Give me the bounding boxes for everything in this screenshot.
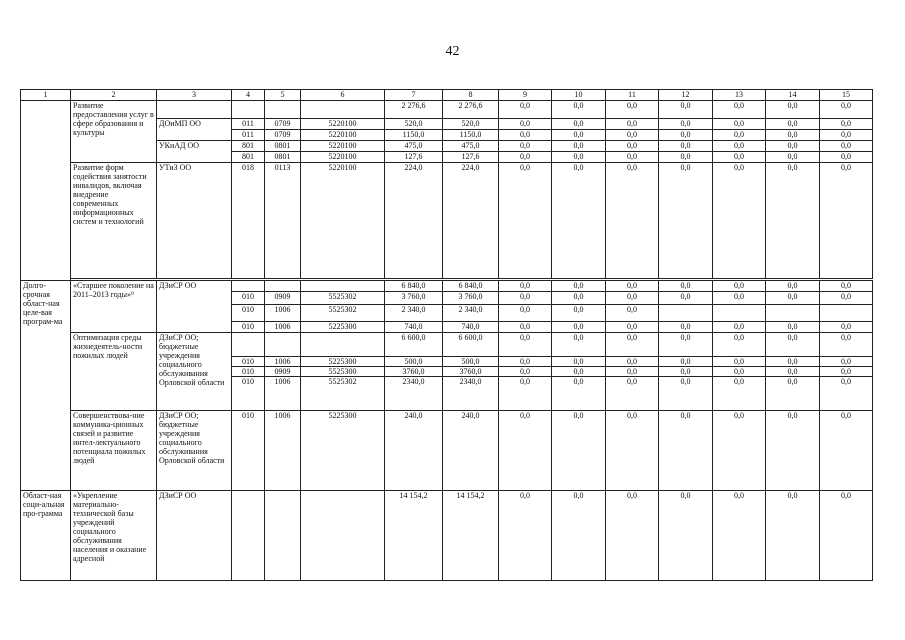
cell-total: 6 600,0: [385, 333, 443, 357]
cell-zero: 0,0: [820, 152, 873, 163]
cell-zero: 0,0: [499, 141, 552, 152]
cell-zero: 0,0: [659, 411, 713, 491]
cell-zero: 0,0: [820, 322, 873, 333]
cell-zero: 0,0: [499, 119, 552, 130]
cell-zero: 0,0: [713, 163, 766, 279]
cell-value: 14 154,2: [443, 491, 499, 581]
cell-zero: 0,0: [552, 141, 606, 152]
cell-value: 224,0: [385, 163, 443, 279]
cell-zero: 0,0: [552, 367, 606, 377]
cell-zero: 0,0: [820, 377, 873, 411]
table-row: [21, 101, 873, 119]
cell-zero: 0,0: [606, 305, 659, 322]
cell-value: 520,0: [443, 119, 499, 130]
cell-value: 240,0: [443, 411, 499, 491]
cell-zero: 0,0: [552, 411, 606, 491]
cell-code: 5225300: [301, 357, 385, 367]
cell-code: 801: [232, 152, 265, 163]
cell-code: 010: [232, 411, 265, 491]
col-header: 12: [659, 90, 713, 101]
cell-zero: 0,0: [766, 119, 820, 130]
cell-zero: 0,0: [766, 281, 820, 292]
cell-empty: [713, 305, 766, 322]
cell-zero: 0,0: [713, 357, 766, 367]
cell-code: 801: [232, 141, 265, 152]
cell-code: 1006: [265, 411, 301, 491]
cell-zero: 0,0: [820, 292, 873, 305]
col-header: 1: [21, 90, 71, 101]
col-header: 15: [820, 90, 873, 101]
cell-code: 5525302: [301, 377, 385, 411]
cell-value: 3 760,0: [443, 292, 499, 305]
cell-empty: [301, 333, 385, 357]
cell-empty: [157, 101, 232, 119]
cell-zero: 0,0: [606, 292, 659, 305]
cell-zero: 0,0: [820, 333, 873, 357]
cell-total: 6 600,0: [443, 333, 499, 357]
org-cell: УТиЗ ОО: [157, 163, 232, 279]
cell-zero: 0,0: [766, 333, 820, 357]
cell-zero: 0,0: [606, 141, 659, 152]
cell-code: 1006: [265, 357, 301, 367]
cell-zero: 0,0: [499, 101, 552, 119]
cell-zero: 0,0: [820, 367, 873, 377]
cell-empty: [301, 281, 385, 292]
cell-zero: 0,0: [820, 357, 873, 367]
cell-empty: [232, 101, 265, 119]
cell-value: 2340,0: [385, 377, 443, 411]
cell-zero: 0,0: [659, 357, 713, 367]
cell-zero: 0,0: [499, 411, 552, 491]
col-header: 10: [552, 90, 606, 101]
cell-value: 3760,0: [385, 367, 443, 377]
cell-empty: [766, 305, 820, 322]
cell-total: 6 840,0: [443, 281, 499, 292]
cell-value: 2340,0: [443, 377, 499, 411]
cell-code: 0909: [265, 367, 301, 377]
cell-zero: 0,0: [499, 152, 552, 163]
cell-code: 010: [232, 305, 265, 322]
cell-zero: 0,0: [713, 119, 766, 130]
cell-empty: [232, 281, 265, 292]
cell-zero: 0,0: [659, 152, 713, 163]
measure-name: «Укрепление материально-технической базы учреждений социального обслуживания населения и оказание адресной: [71, 491, 157, 581]
cell-empty: [265, 491, 301, 581]
cell-zero: 0,0: [766, 377, 820, 411]
cell-zero: 0,0: [552, 152, 606, 163]
cell-zero: 0,0: [552, 163, 606, 279]
cell-value: 3760,0: [443, 367, 499, 377]
cell-code: 0709: [265, 119, 301, 130]
col-header: 7: [385, 90, 443, 101]
col-header: 6: [301, 90, 385, 101]
cell-code: 011: [232, 119, 265, 130]
cell-code: 0709: [265, 130, 301, 141]
cell-zero: 0,0: [552, 333, 606, 357]
cell-zero: 0,0: [820, 163, 873, 279]
cell-zero: 0,0: [713, 101, 766, 119]
cell-zero: 0,0: [820, 491, 873, 581]
cell-zero: 0,0: [713, 152, 766, 163]
col-header: 3: [157, 90, 232, 101]
cell-zero: 0,0: [606, 101, 659, 119]
cell-empty: [265, 281, 301, 292]
cell-code: 1006: [265, 305, 301, 322]
cell-code: 010: [232, 377, 265, 411]
cell-empty: [232, 491, 265, 581]
cell-code: 5220100: [301, 119, 385, 130]
cell-zero: 0,0: [713, 281, 766, 292]
cell-zero: 0,0: [820, 141, 873, 152]
cell-zero: 0,0: [820, 101, 873, 119]
cell-zero: 0,0: [820, 411, 873, 491]
cell-zero: 0,0: [499, 130, 552, 141]
measure-name: Оптимизация среды жизнедеятель-ности пожилых людей: [71, 333, 157, 411]
cell-zero: 0,0: [766, 130, 820, 141]
cell-zero: 0,0: [659, 141, 713, 152]
cell-empty: [265, 101, 301, 119]
cell-zero: 0,0: [606, 333, 659, 357]
cell-zero: 0,0: [766, 322, 820, 333]
cell-zero: 0,0: [659, 333, 713, 357]
cell-zero: 0,0: [766, 292, 820, 305]
page-number: 42: [445, 44, 460, 59]
cell-zero: 0,0: [552, 281, 606, 292]
cell-code: 010: [232, 322, 265, 333]
cell-zero: 0,0: [713, 292, 766, 305]
cell-total: 6 840,0: [385, 281, 443, 292]
cell-code: 018: [232, 163, 265, 279]
cell-code: 5220100: [301, 152, 385, 163]
col-header: 9: [499, 90, 552, 101]
cell-zero: 0,0: [552, 305, 606, 322]
cell-value: 475,0: [385, 141, 443, 152]
cell-zero: 0,0: [659, 130, 713, 141]
org-cell: ДЗиСР ОО: [157, 281, 232, 333]
cell-zero: 0,0: [766, 152, 820, 163]
cell-value: 740,0: [443, 322, 499, 333]
cell-empty: [659, 305, 713, 322]
cell-zero: 0,0: [606, 322, 659, 333]
cell-zero: 0,0: [552, 292, 606, 305]
cell-code: 5225300: [301, 322, 385, 333]
cell-zero: 0,0: [659, 119, 713, 130]
cell-zero: 0,0: [552, 130, 606, 141]
org-cell: ДЗиСР ОО: [157, 491, 232, 581]
cell-zero: 0,0: [766, 491, 820, 581]
cell-zero: 0,0: [606, 119, 659, 130]
cell-zero: 0,0: [552, 322, 606, 333]
cell-code: 0113: [265, 163, 301, 279]
cell-zero: 0,0: [659, 377, 713, 411]
measure-name: Развитие предоставления услуг в сфере образования и культуры: [71, 101, 157, 163]
cell-value: 740,0: [385, 322, 443, 333]
cell-code: 010: [232, 292, 265, 305]
col-header: 11: [606, 90, 659, 101]
cell-code: 0909: [265, 292, 301, 305]
cell-zero: 0,0: [606, 377, 659, 411]
cell-zero: 0,0: [659, 322, 713, 333]
cell-zero: 0,0: [499, 333, 552, 357]
cell-empty: [301, 101, 385, 119]
cell-zero: 0,0: [552, 377, 606, 411]
cell-zero: 0,0: [766, 357, 820, 367]
cell-zero: 0,0: [659, 281, 713, 292]
table-row: [21, 163, 873, 279]
cell-zero: 0,0: [766, 141, 820, 152]
program-label: Област-ная соци-альная про-грамма: [21, 491, 71, 581]
cell-zero: 0,0: [659, 292, 713, 305]
col-header: 14: [766, 90, 820, 101]
cell-zero: 0,0: [606, 130, 659, 141]
cell-code: 010: [232, 357, 265, 367]
cell-code: 1006: [265, 377, 301, 411]
cell-zero: 0,0: [606, 367, 659, 377]
cell-zero: 0,0: [820, 119, 873, 130]
col-header: 8: [443, 90, 499, 101]
cell-zero: 0,0: [713, 491, 766, 581]
cell-value: 2 340,0: [443, 305, 499, 322]
cell-empty: [820, 305, 873, 322]
cell-zero: 0,0: [713, 130, 766, 141]
cell-value: 520,0: [385, 119, 443, 130]
cell-zero: 0,0: [552, 491, 606, 581]
table-row: [21, 281, 873, 292]
cell-zero: 0,0: [766, 367, 820, 377]
cell-code: 011: [232, 130, 265, 141]
cell-code: 5525302: [301, 292, 385, 305]
cell-code: 5220100: [301, 163, 385, 279]
table-row: [21, 491, 873, 581]
cell-code: 010: [232, 367, 265, 377]
cell-zero: 0,0: [659, 491, 713, 581]
cell-zero: 0,0: [499, 163, 552, 279]
cell-zero: 0,0: [499, 491, 552, 581]
cell-code: 0801: [265, 152, 301, 163]
cell-value: 2 340,0: [385, 305, 443, 322]
cell-zero: 0,0: [499, 377, 552, 411]
cell-zero: 0,0: [606, 281, 659, 292]
cell-code: 5525300: [301, 367, 385, 377]
cell-zero: 0,0: [766, 163, 820, 279]
org-cell: УКиАД ОО: [157, 141, 232, 163]
cell-value: 240,0: [385, 411, 443, 491]
cell-zero: 0,0: [713, 322, 766, 333]
measure-name: Развитие форм содействия занятости инвалидов, включая внедрение современных информационных систем и технологий: [71, 163, 157, 279]
header-row: [21, 90, 873, 101]
cell-zero: 0,0: [713, 333, 766, 357]
cell-zero: 0,0: [499, 322, 552, 333]
cell-zero: 0,0: [766, 101, 820, 119]
org-cell: ДОиМП ОО: [157, 119, 232, 141]
cell-code: 5220100: [301, 130, 385, 141]
cell-zero: 0,0: [713, 411, 766, 491]
col-header: 2: [71, 90, 157, 101]
cell-value: 475,0: [443, 141, 499, 152]
cell-zero: 0,0: [713, 141, 766, 152]
cell-value: 127,6: [385, 152, 443, 163]
cell-zero: 0,0: [499, 367, 552, 377]
cell-empty: [265, 333, 301, 357]
col-header: 5: [265, 90, 301, 101]
cell-code: 5225300: [301, 411, 385, 491]
org-cell: ДЗиСР ОО; бюджетные учреждения социального обслуживания Орловской области: [157, 411, 232, 491]
cell-empty: [301, 491, 385, 581]
budget-table: [20, 89, 873, 581]
cell-zero: 0,0: [606, 163, 659, 279]
cell-value: 500,0: [443, 357, 499, 367]
cell-zero: 0,0: [499, 305, 552, 322]
cell-code: 0801: [265, 141, 301, 152]
cell-zero: 0,0: [499, 357, 552, 367]
cell-zero: 0,0: [659, 367, 713, 377]
cell-value: 1150,0: [385, 130, 443, 141]
cell-zero: 0,0: [713, 367, 766, 377]
cell-zero: 0,0: [820, 130, 873, 141]
cell-value: 14 154,2: [385, 491, 443, 581]
cell-value: 500,0: [385, 357, 443, 367]
cell-zero: 0,0: [499, 292, 552, 305]
cell-zero: 0,0: [606, 491, 659, 581]
cell-zero: 0,0: [659, 101, 713, 119]
measure-name: «Старшее поколение на 2011–2013 годы»⁹: [71, 281, 157, 333]
cell-value: 3 760,0: [385, 292, 443, 305]
cell-zero: 0,0: [606, 152, 659, 163]
cell-value: 1150,0: [443, 130, 499, 141]
cell-code: 5525302: [301, 305, 385, 322]
cell-code: 5220100: [301, 141, 385, 152]
cell-value: 127,6: [443, 152, 499, 163]
cell-zero: 0,0: [606, 357, 659, 367]
cell-zero: 0,0: [552, 357, 606, 367]
cell-value: 224,0: [443, 163, 499, 279]
cell-total: 2 276,6: [443, 101, 499, 119]
cell-zero: 0,0: [552, 119, 606, 130]
col-header: 4: [232, 90, 265, 101]
cell-zero: 0,0: [659, 163, 713, 279]
cell-zero: 0,0: [766, 411, 820, 491]
cell-zero: 0,0: [606, 411, 659, 491]
cell-empty: [232, 333, 265, 357]
col-header: 13: [713, 90, 766, 101]
cell-total: 2 276,6: [385, 101, 443, 119]
cell-code: 1006: [265, 322, 301, 333]
cell-zero: 0,0: [552, 101, 606, 119]
org-cell: ДЗиСР ОО; бюджетные учреждения социального обслуживания Орловской области: [157, 333, 232, 411]
cell-empty: [21, 101, 71, 281]
measure-name: Совершенствова-ние коммуника-ционных связей и развитие интел-лектуального потенциала пожилых людей: [71, 411, 157, 491]
program-label: Долго-срочная област-ная целе-вая програм-ма: [21, 281, 71, 491]
table-row: [21, 411, 873, 491]
cell-zero: 0,0: [499, 281, 552, 292]
table-row: [21, 333, 873, 357]
cell-zero: 0,0: [713, 377, 766, 411]
cell-zero: 0,0: [820, 281, 873, 292]
